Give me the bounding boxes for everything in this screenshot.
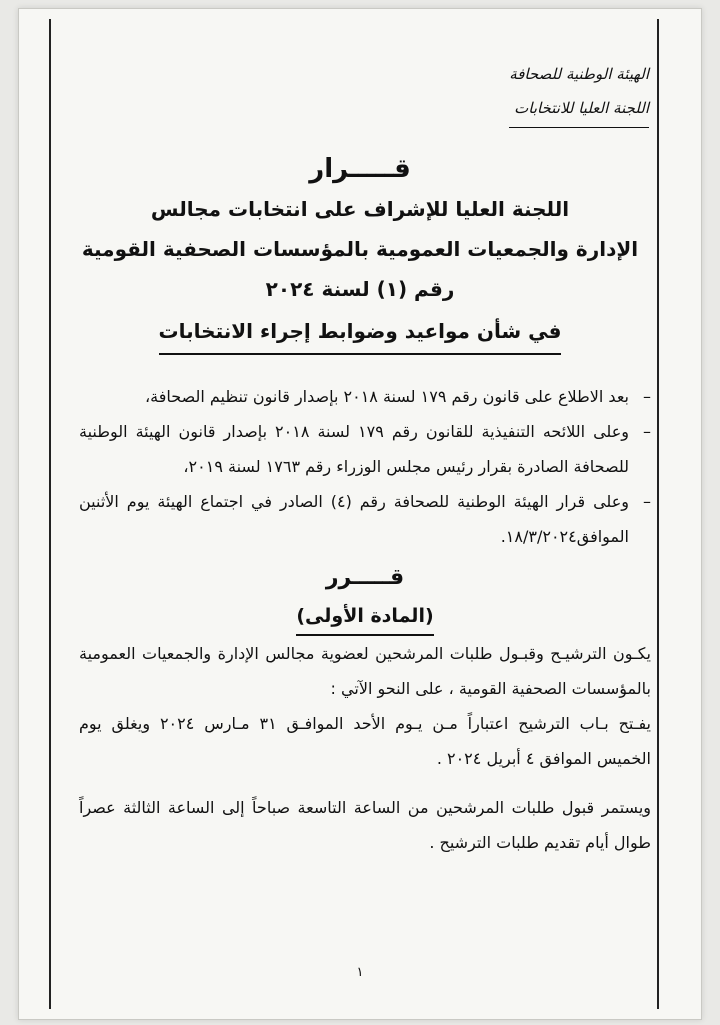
decision-number: رقم (١) لسنة ٢٠٢٤ bbox=[265, 277, 455, 301]
decision-subject: في شأن مواعيد وضوابط إجراء الانتخابات bbox=[159, 309, 562, 355]
decision-title: قـــــرار bbox=[309, 154, 411, 184]
article-heading bbox=[79, 598, 651, 636]
paragraph-spacer bbox=[79, 776, 651, 790]
document-body bbox=[79, 379, 651, 860]
committee-name: اللجنة العليا للانتخابات bbox=[509, 91, 649, 128]
article-paragraph: يكـون الترشيـح وقبـول طلبات المرشحين لعضوية مجالس الإدارة والجمعيات العمومية بالمؤسسات الصحفية القومية ، على النحو الآتي : bbox=[79, 644, 651, 698]
authority-name: الهيئة الوطنية للصحافة bbox=[509, 65, 649, 83]
preamble-item bbox=[79, 414, 651, 484]
title-line-1: اللجنة العليا للإشراف على انتخابات مجالس bbox=[150, 197, 570, 221]
preamble-text: وعلى قرار الهيئة الوطنية للصحافة رقم (٤) الصادر في اجتماع الهيئة يوم الأثنين الموافق١٨/٣/٢٠٢٤. bbox=[79, 492, 629, 546]
article-heading-text: (المادة الأولى) bbox=[296, 598, 433, 636]
document-page bbox=[18, 8, 702, 1020]
preamble-text: بعد الاطلاع على قانون رقم ١٧٩ لسنة ٢٠١٨ بإصدار قانون تنظيم الصحافة، bbox=[145, 387, 629, 406]
article-paragraph: يفـتح بـاب الترشيح اعتباراً مـن يـوم الأحد الموافـق ٣١ مـارس ٢٠٢٤ ويغلق يوم الخميس الموافق ٤ أبريل ٢٠٢٤ . bbox=[79, 714, 651, 768]
preamble-text: وعلى اللائحه التنفيذية للقانون رقم ١٧٩ لسنة ٢٠١٨ بإصدار قانون الهيئة الوطنية للصحافة الصادرة بقرار رئيس مجلس الوزراء رقم ١٧٦٣ لسنة ٢٠١٩، bbox=[79, 422, 629, 476]
dash-marker: – bbox=[643, 422, 651, 441]
article-paragraph: ويستمر قبول طلبات المرشحين من الساعة التاسعة صباحاً إلى الساعة الثالثة عصراً طوال أيام تقديم طلبات الترشيح . bbox=[79, 798, 651, 852]
dash-marker: – bbox=[643, 387, 651, 406]
letterhead bbox=[509, 57, 649, 128]
dash-marker: – bbox=[643, 492, 651, 511]
title-line-2: الإدارة والجمعيات العمومية بالمؤسسات الصحفية القومية bbox=[81, 237, 639, 261]
preamble-item bbox=[79, 379, 651, 414]
page-number: ١ bbox=[356, 965, 364, 980]
decision-heading: قـــــرر bbox=[325, 565, 405, 590]
decision-title-block bbox=[19, 149, 701, 355]
preamble-item bbox=[79, 484, 651, 554]
